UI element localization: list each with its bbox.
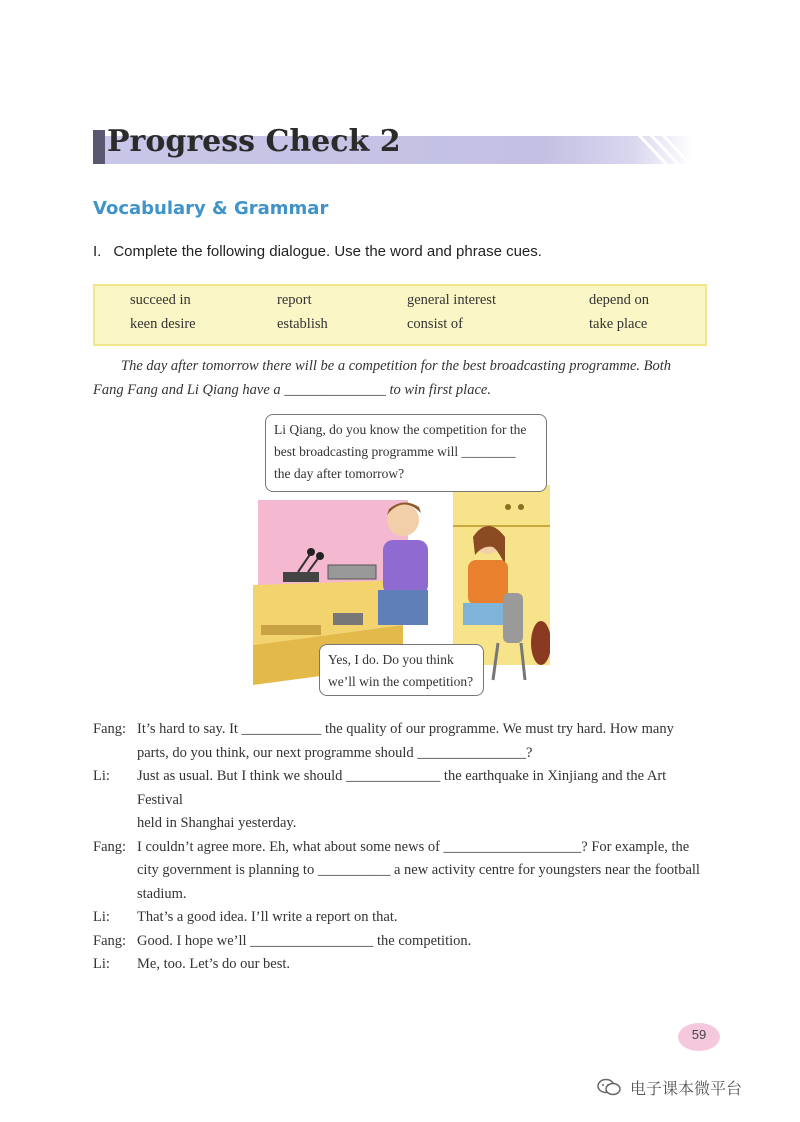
dialogue-line: stadium. [137,885,187,902]
bubble-line: we’ll win the competition? [328,674,474,689]
speaker: Li: [93,909,110,925]
dialogue-line: It’s hard to say. It ___________ the quality of our programme. We must try hard. How many [137,721,674,737]
page-number: 59 [691,1027,707,1042]
word-cue: depend on [589,292,649,308]
speech-bubble-fang [265,414,547,492]
watermark-text: 电子课本微平台 [630,1079,743,1098]
dialogue-turn [93,718,713,765]
dialogue-turn [93,930,713,954]
word-cue: establish [277,316,328,332]
intro-paragraph [93,354,713,402]
dialogue [93,718,713,977]
bubble-line: Li Qiang, do you know the competition for the [274,422,527,437]
intro-line-1: The day after tomorrow there will be a competition for the best broadcasting programme. Both [121,358,672,374]
word-cue: report [277,292,312,308]
title-accent-block [93,130,105,164]
dialogue-line: Me, too. Let’s do our best. [137,956,291,972]
intro-blank: ______________ [284,382,386,398]
word-cue: take place [589,316,648,332]
dialogue-turn [93,836,713,907]
dialogue-line: Just as usual. But I think we should _____________ the earthquake in Xinjiang and the Art Festival [137,768,667,808]
bubble-line: Yes, I do. Do you think [328,652,454,667]
dialogue-line: I couldn’t agree more. Eh, what about some news of ___________________? For example, the [137,838,690,855]
speaker: Fang: [93,838,127,855]
dialogue-line: parts, do you think, our next programme should _______________? [137,744,533,761]
word-cue: consist of [407,316,463,332]
intro-line-2: Fang Fang and Li Qiang have a [93,382,281,398]
dialogue-line: city government is planning to __________ a new activity centre for youngsters near the football [137,862,700,878]
exercise-instruction [93,243,542,260]
instruction-text: Complete the following dialogue. Use the word and phrase cues. [113,243,542,260]
speaker: Fang: [93,932,127,949]
section-heading: Vocabulary & Grammar [93,198,329,219]
speech-bubble-li [319,644,484,696]
word-cue: keen desire [130,316,196,332]
exercise-number: I. [93,243,102,260]
dialogue-turn [93,765,713,836]
bubble-line: best broadcasting programme will ________ [274,444,516,459]
word-cue: succeed in [130,292,191,308]
word-cue: general interest [407,292,496,308]
dialogue-line: Good. I hope we’ll _________________ the competition. [137,932,472,949]
wechat-icon [597,1078,621,1096]
speaker: Fang: [93,721,127,737]
dialogue-line: held in Shanghai yesterday. [137,815,297,831]
speaker: Li: [93,956,110,972]
word-bank [93,284,707,346]
dialogue-line: That’s a good idea. I’ll write a report on that. [137,909,398,925]
dialogue-turn [93,953,713,977]
intro-line-2-end: to win first place. [389,382,491,398]
title-stripes-decoration [630,134,700,166]
dialogue-turn [93,906,713,930]
speaker: Li: [93,768,110,784]
bubble-line: the day after tomorrow? [274,466,405,481]
page-title: Progress Check 2 [107,124,401,159]
